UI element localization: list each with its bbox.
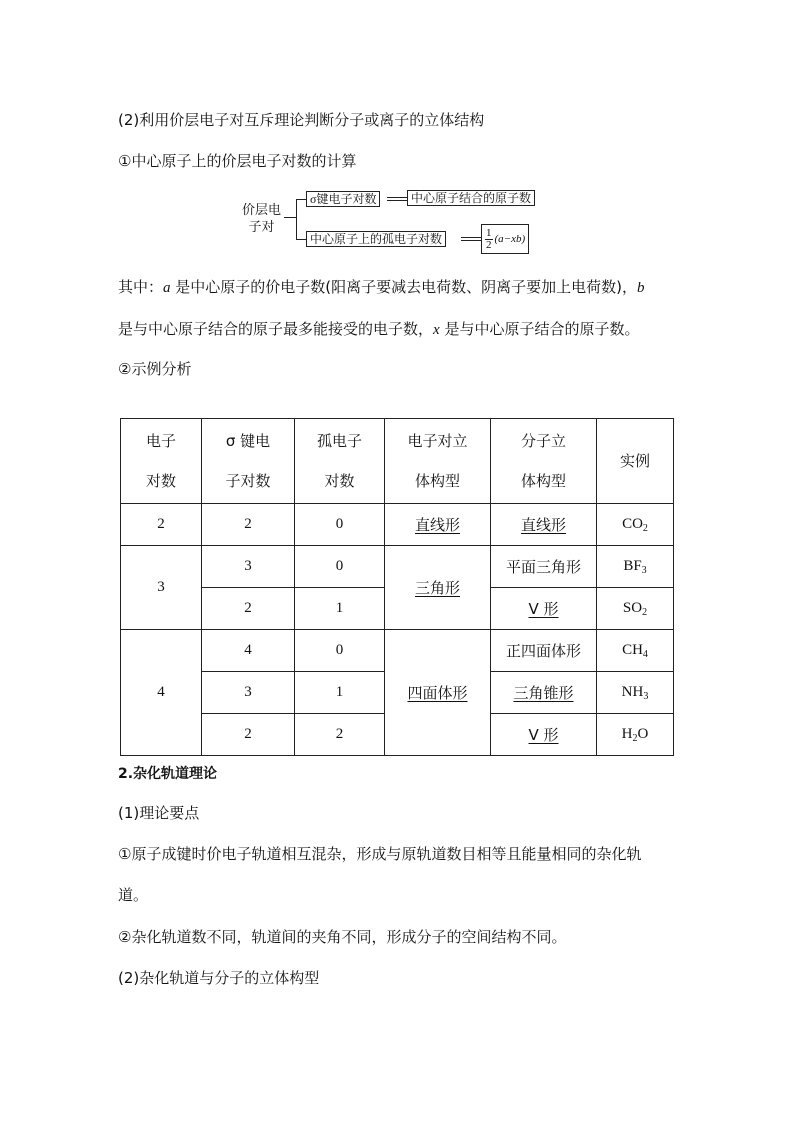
explanation-line-1: 其中：a 是中心原子的价电子数(阳离子要减去电荷数、阴离子要加上电荷数)，b (118, 278, 645, 296)
cell-electron-geometry: 三角形 (385, 546, 491, 630)
point-1-line-2: 道。 (118, 886, 149, 904)
cell-example: $CH_4$ (597, 630, 674, 672)
table-row (121, 546, 674, 588)
hybrid-geometry-title: (2)杂化轨道与分子的立体构型 (118, 969, 320, 987)
theory-points-title: (1)理论要点 (118, 804, 200, 822)
cell-molecular-geometry: 直线形 (491, 504, 597, 546)
cell-molecular-geometry: 三角锥形 (491, 672, 597, 714)
cell-sigma: 2 (202, 588, 295, 630)
cell-sigma: 3 (202, 672, 295, 714)
point-1-line-1: ①原子成键时价电子轨道相互混杂，形成与原轨道数目相等且能量相同的杂化轨 (118, 845, 642, 863)
cell-sigma: 3 (202, 546, 295, 588)
cell-pairs: 3 (121, 546, 202, 630)
bonded-atoms-box: 中心原子结合的原子数 (407, 190, 535, 206)
header-electron-geometry: 电子对立 体构型 (385, 419, 491, 504)
cell-pairs: 4 (121, 630, 202, 756)
lone-pair-formula-box (481, 224, 529, 254)
item-title: ①中心原子上的价层电子对数的计算 (118, 152, 357, 170)
explanation-line-2: 是与中心原子结合的原子最多能接受的电子数，x 是与中心原子结合的原子数。 (118, 320, 640, 338)
table-header-row (121, 419, 674, 504)
header-example: 实例 (597, 419, 674, 504)
cell-electron-geometry: 直线形 (385, 504, 491, 546)
cell-pairs: 2 (121, 504, 202, 546)
cell-sigma: 2 (202, 714, 295, 756)
lone-pairs-box: 中心原子上的孤电子对数 (306, 231, 446, 247)
cell-lone: 1 (295, 588, 385, 630)
hybrid-heading: 2.杂化轨道理论 (118, 766, 218, 782)
cell-lone: 0 (295, 630, 385, 672)
cell-molecular-geometry: 平面三角形 (491, 546, 597, 588)
cell-lone: 2 (295, 714, 385, 756)
cell-example: $NH_3$ (597, 672, 674, 714)
diagram-root-label: 价层电 子对 (242, 202, 282, 234)
cell-example: $BF_3$ (597, 546, 674, 588)
table-row (121, 504, 674, 546)
cell-example: $CO_2$ (597, 504, 674, 546)
cell-lone: 0 (295, 546, 385, 588)
valence-pair-diagram (238, 183, 558, 255)
header-electron-pairs: 电子 对数 (121, 419, 202, 504)
cell-molecular-geometry: 正四面体形 (491, 630, 597, 672)
cell-example: $SO_2$ (597, 588, 674, 630)
cell-sigma: 4 (202, 630, 295, 672)
cell-electron-geometry: 四面体形 (385, 630, 491, 756)
header-lone-pairs: 孤电子 对数 (295, 419, 385, 504)
cell-molecular-geometry: V 形 (491, 714, 597, 756)
table-row (121, 630, 674, 672)
cell-sigma: 2 (202, 504, 295, 546)
cell-lone: 1 (295, 672, 385, 714)
section-title: (2)利用价层电子对互斥理论判断分子或离子的立体结构 (118, 111, 485, 129)
cell-example: $H_2O$ (597, 714, 674, 756)
example-title: ②示例分析 (118, 360, 192, 378)
formula-expression: (a−xb) (494, 233, 526, 245)
cell-lone: 0 (295, 504, 385, 546)
sigma-pairs-box: σ键电子对数 (306, 191, 380, 207)
formula-fraction: 1 2 (486, 226, 492, 251)
header-molecular-geometry: 分子立 体构型 (491, 419, 597, 504)
vsepr-table (120, 418, 674, 756)
point-2: ②杂化轨道数不同，轨道间的夹角不同，形成分子的空间结构不同。 (118, 928, 567, 946)
cell-molecular-geometry: V 形 (491, 588, 597, 630)
header-sigma-pairs: σ 键电 子对数 (202, 419, 295, 504)
